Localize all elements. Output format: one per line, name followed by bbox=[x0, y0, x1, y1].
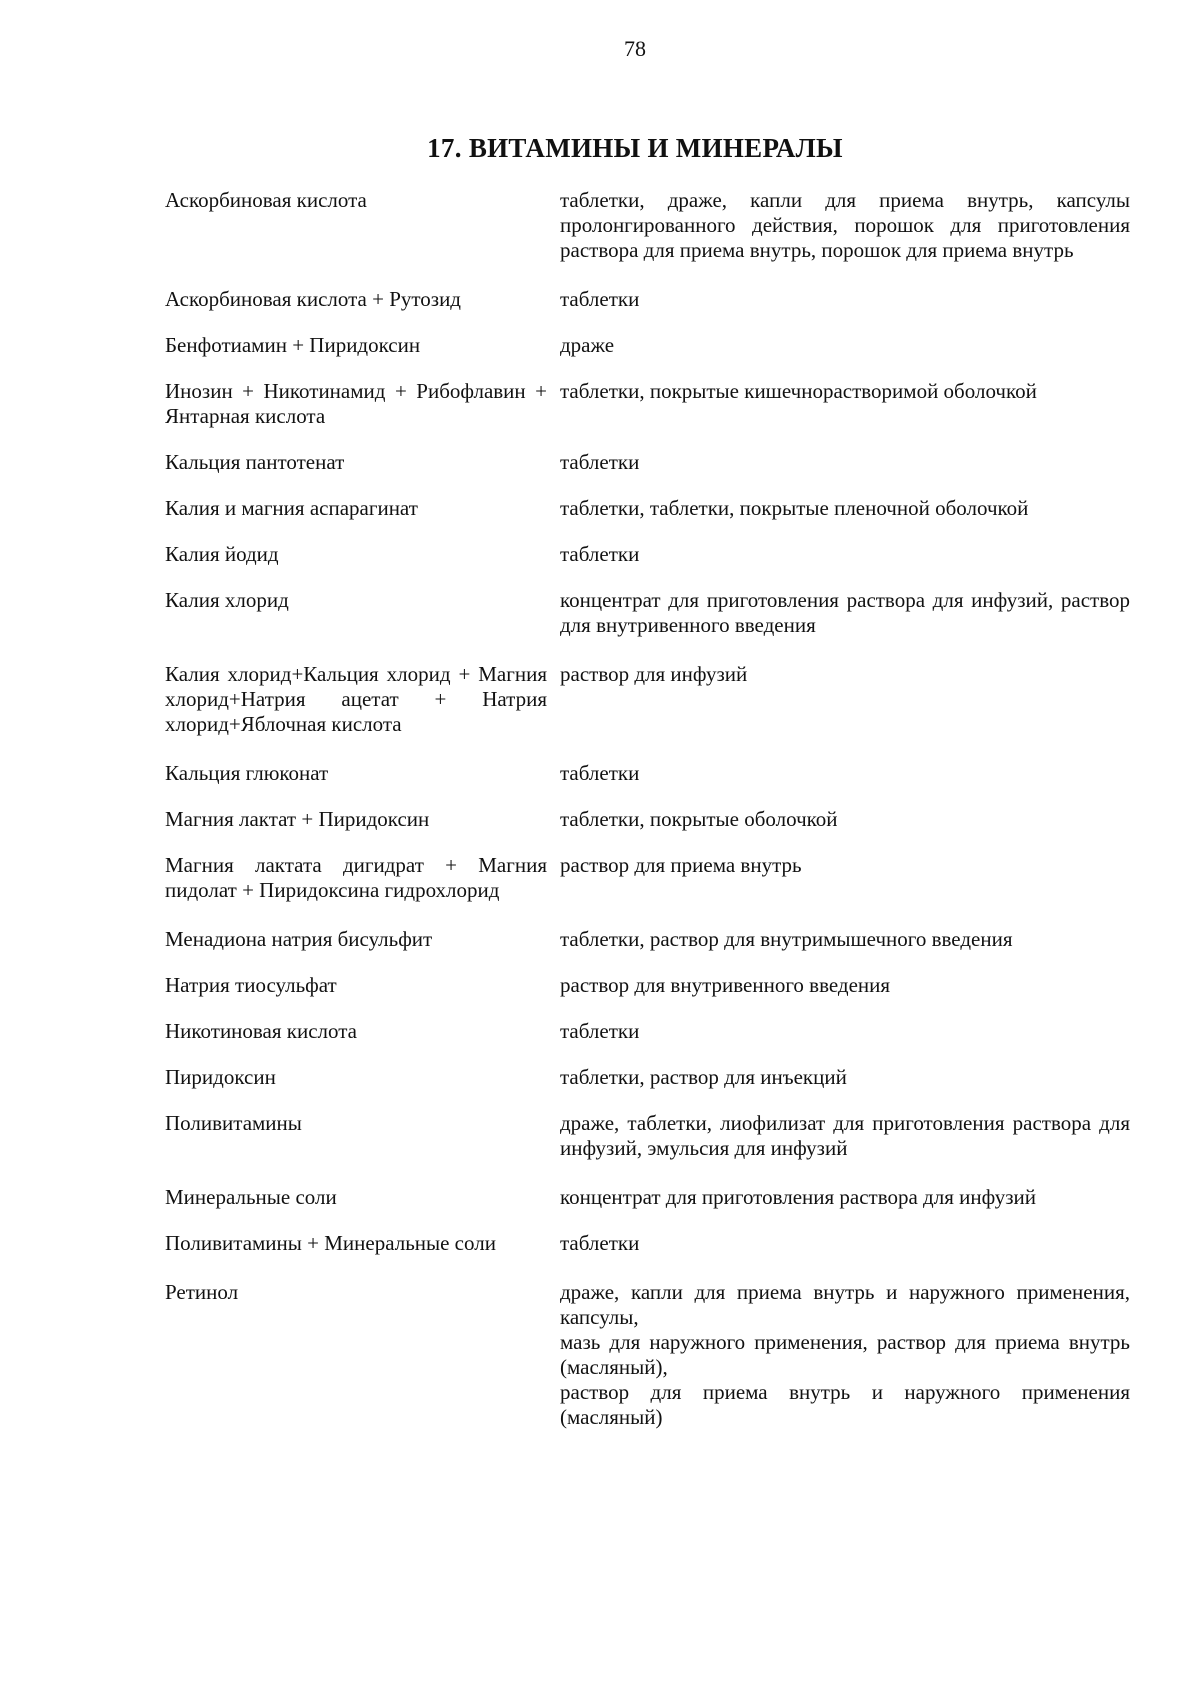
drug-name: Пиридоксин bbox=[165, 1065, 276, 1089]
dosage-form-line: таблетки, драже, капли для приема внутрь, капсулы пролонгированного действия, порошок для приготовления раствора для приема внутрь, порошок для приема внутрь bbox=[560, 188, 1130, 262]
drug-name: Калия йодид bbox=[165, 542, 279, 566]
drug-name: Магния лактат + Пиридоксин bbox=[165, 807, 430, 831]
dosage-form-line: таблетки bbox=[560, 542, 640, 566]
dosage-form-line: раствор для внутривенного введения bbox=[560, 973, 891, 997]
dosage-form bbox=[560, 1019, 1130, 1044]
table-row bbox=[165, 1019, 1130, 1044]
table-row bbox=[165, 1280, 1130, 1430]
dosage-form bbox=[560, 1280, 1130, 1430]
table-row bbox=[165, 333, 1130, 358]
dosage-form-line: таблетки bbox=[560, 1231, 640, 1255]
dosage-form-line: мазь для наружного применения, раствор для приема внутрь (масляный), bbox=[560, 1330, 1130, 1379]
table-row bbox=[165, 853, 1130, 903]
dosage-form bbox=[560, 853, 1130, 878]
dosage-form-line: таблетки, раствор для внутримышечного введения bbox=[560, 927, 1013, 951]
dosage-form-line: драже, таблетки, лиофилизат для приготовления раствора для инфузий, эмульсия для инфузий bbox=[560, 1111, 1130, 1160]
dosage-form-line: таблетки, покрытые оболочкой bbox=[560, 807, 838, 831]
drug-name: Поливитамины bbox=[165, 1111, 302, 1135]
table-row bbox=[165, 807, 1130, 832]
table-row bbox=[165, 450, 1130, 475]
table-row bbox=[165, 188, 1130, 263]
table-row bbox=[165, 542, 1130, 567]
dosage-form bbox=[560, 761, 1130, 786]
dosage-form-line: таблетки, таблетки, покрытые пленочной оболочкой bbox=[560, 496, 1029, 520]
table-row bbox=[165, 1111, 1130, 1161]
table-row bbox=[165, 1065, 1130, 1090]
page-number: 78 bbox=[624, 36, 646, 61]
dosage-form bbox=[560, 807, 1130, 832]
table-row bbox=[165, 1185, 1130, 1210]
drug-name: Калия хлорид+Кальция хлорид + Магния хлорид+Натрия ацетат + Натрия хлорид+Яблочная кислота bbox=[165, 662, 547, 736]
dosage-form-line: таблетки bbox=[560, 287, 640, 311]
drug-name: Поливитамины + Минеральные соли bbox=[165, 1231, 496, 1255]
dosage-form-line: таблетки, покрытые кишечнорастворимой оболочкой bbox=[560, 379, 1037, 403]
table-row bbox=[165, 761, 1130, 786]
dosage-form bbox=[560, 542, 1130, 567]
drug-name: Натрия тиосульфат bbox=[165, 973, 337, 997]
drug-name: Инозин + Никотинамид + Рибофлавин + Янтарная кислота bbox=[165, 379, 547, 428]
dosage-form bbox=[560, 496, 1130, 521]
drug-name: Бенфотиамин + Пиридоксин bbox=[165, 333, 421, 357]
drug-name: Калия хлорид bbox=[165, 588, 289, 612]
table-row bbox=[165, 379, 1130, 429]
dosage-form-line: таблетки, раствор для инъекций bbox=[560, 1065, 847, 1089]
table-row bbox=[165, 1231, 1130, 1256]
dosage-form bbox=[560, 1231, 1130, 1256]
drug-name: Ретинол bbox=[165, 1280, 239, 1304]
dosage-form bbox=[560, 333, 1130, 358]
table-row bbox=[165, 927, 1130, 952]
table-row bbox=[165, 662, 1130, 737]
dosage-form-line: драже, капли для приема внутрь и наружного применения, капсулы, bbox=[560, 1280, 1130, 1329]
table-row bbox=[165, 973, 1130, 998]
table-row bbox=[165, 588, 1130, 638]
drug-name: Магния лактата дигидрат + Магния пидолат + Пиридоксина гидрохлорид bbox=[165, 853, 547, 902]
section-title: 17. ВИТАМИНЫ И МИНЕРАЛЫ bbox=[427, 133, 843, 163]
drug-name: Менадиона натрия бисульфит bbox=[165, 927, 433, 951]
dosage-form-line: раствор для приема внутрь bbox=[560, 853, 802, 877]
dosage-form bbox=[560, 1111, 1130, 1161]
dosage-form-line: драже bbox=[560, 333, 615, 357]
dosage-form bbox=[560, 287, 1130, 312]
dosage-form-line: таблетки bbox=[560, 1019, 640, 1043]
dosage-form bbox=[560, 973, 1130, 998]
dosage-form bbox=[560, 188, 1130, 263]
drug-name: Кальция пантотенат bbox=[165, 450, 345, 474]
dosage-form bbox=[560, 450, 1130, 475]
table-row bbox=[165, 496, 1130, 521]
dosage-form-line: концентрат для приготовления раствора для инфузий bbox=[560, 1185, 1036, 1209]
drug-name: Никотиновая кислота bbox=[165, 1019, 358, 1043]
dosage-form-line: концентрат для приготовления раствора для инфузий, раствор для внутривенного введения bbox=[560, 588, 1130, 637]
drug-name: Минеральные соли bbox=[165, 1185, 337, 1209]
drug-table bbox=[165, 188, 1130, 1430]
dosage-form bbox=[560, 662, 1130, 687]
table-row bbox=[165, 287, 1130, 312]
drug-name: Кальция глюконат bbox=[165, 761, 329, 785]
dosage-form bbox=[560, 588, 1130, 638]
dosage-form bbox=[560, 1065, 1130, 1090]
dosage-form bbox=[560, 1185, 1130, 1210]
drug-name: Аскорбиновая кислота + Рутозид bbox=[165, 287, 461, 311]
drug-name: Калия и магния аспарагинат bbox=[165, 496, 418, 520]
dosage-form-line: раствор для инфузий bbox=[560, 662, 748, 686]
dosage-form bbox=[560, 927, 1130, 952]
drug-name: Аскорбиновая кислота bbox=[165, 188, 367, 212]
dosage-form-line: таблетки bbox=[560, 761, 640, 785]
dosage-form bbox=[560, 379, 1130, 404]
dosage-form-line: таблетки bbox=[560, 450, 640, 474]
dosage-form-line: раствор для приема внутрь и наружного применения (масляный) bbox=[560, 1380, 1130, 1429]
